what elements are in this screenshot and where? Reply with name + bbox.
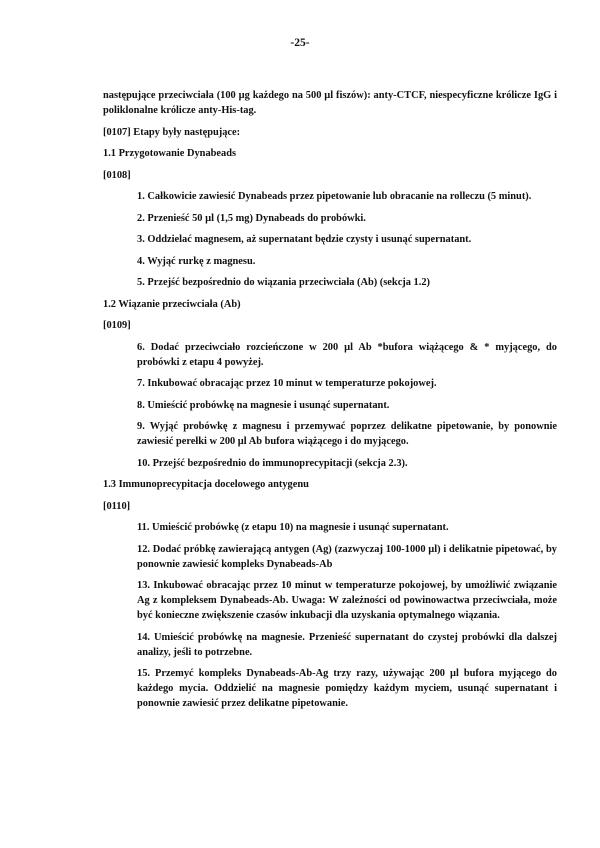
step-item: 2. Przenieść 50 µl (1,5 mg) Dynabeads do probówki.: [137, 212, 366, 224]
paragraph-tag-0108: [0108]: [103, 169, 131, 181]
section-heading-1-3: 1.3 Immunoprecypitacja docelowego antygenu: [103, 479, 309, 490]
section-heading-1-2: 1.2 Wiązanie przeciwciała (Ab): [103, 298, 241, 310]
step-item: 1. Całkowicie zawiesić Dynabeads przez pipetowanie lub obracanie na rolleczu (5 minut).: [137, 191, 532, 202]
page-number: -25-: [290, 37, 310, 49]
paragraph-0107: [0107] Etapy były następujące:: [103, 126, 241, 138]
step-item: 13. Inkubować obracając przez 10 minut w temperaturze pokojowej, by umożliwić związanie Ag z kompleksem Dynabeads-Ab. Uwaga: W zależności od powinowactwa przeciwciała, może być konieczne zwiększenie czasów inkubacji dla uzyskania optymalnego wiązania.: [137, 580, 557, 621]
step-item: 15. Przemyć kompleks Dynabeads-Ab-Ag trzy razy, używając 200 µl bufora myjącego do każdego mycia. Oddzielić na magnesie pomiędzy każdym myciem, usunąć supernatant i ponownie zawiesić przez delikatne pipetowanie.: [137, 668, 557, 709]
paragraph-tag-0109: [0109]: [103, 320, 131, 331]
step-item: 12. Dodać próbkę zawierającą antygen (Ag) (zazwyczaj 100-1000 µl) i delikatnie pipetować, by ponownie zawiesić kompleks Dynabeads-Ab: [137, 543, 557, 570]
step-item: 3. Oddzielać magnesem, aż supernatant będzie czysty i usunąć supernatant.: [137, 234, 472, 245]
step-item: 8. Umieścić probówkę na magnesie i usunąć supernatant.: [137, 399, 390, 411]
step-item: 11. Umieścić probówkę (z etapu 10) na magnesie i usunąć supernatant.: [137, 522, 449, 533]
step-item: 10. Przejść bezpośrednio do immunoprecypitacji (sekcja 2.3).: [137, 457, 408, 469]
step-item: 5. Przejść bezpośrednio do wiązania przeciwciała (Ab) (sekcja 1.2): [137, 277, 431, 288]
step-item: 9. Wyjąć probówkę z magnesu i przemywać poprzez delikatne pipetowanie, by ponownie zawiesić perełki w 200 µl Ab bufora wiążącego i do myjącego.: [137, 421, 557, 447]
intro-paragraph: następujące przeciwciała (100 µg każdego na 500 µl fiszów): anty-CTCF, niespecyficzne królicze IgG i poliklonalne królicze anty-His-tag.: [103, 90, 557, 116]
section-heading-1-1: 1.1 Przygotowanie Dynabeads: [103, 148, 237, 159]
step-item: 14. Umieścić probówkę na magnesie. Przenieść supernatant do czystej probówki dla dalszej analizy, jeśli to potrzebne.: [137, 631, 557, 658]
document-body: [103, 88, 557, 718]
step-item: 6. Dodać przeciwciało rozcieńczone w 200 µl Ab *bufora wiążącego & * myjącego, do probówki z etapu 4 powyżej.: [137, 341, 557, 368]
step-item: 7. Inkubować obracając przez 10 minut w temperaturze pokojowej.: [137, 378, 437, 389]
step-item: 4. Wyjąć rurkę z magnesu.: [137, 255, 256, 267]
paragraph-tag-0110: [0110]: [103, 500, 131, 512]
